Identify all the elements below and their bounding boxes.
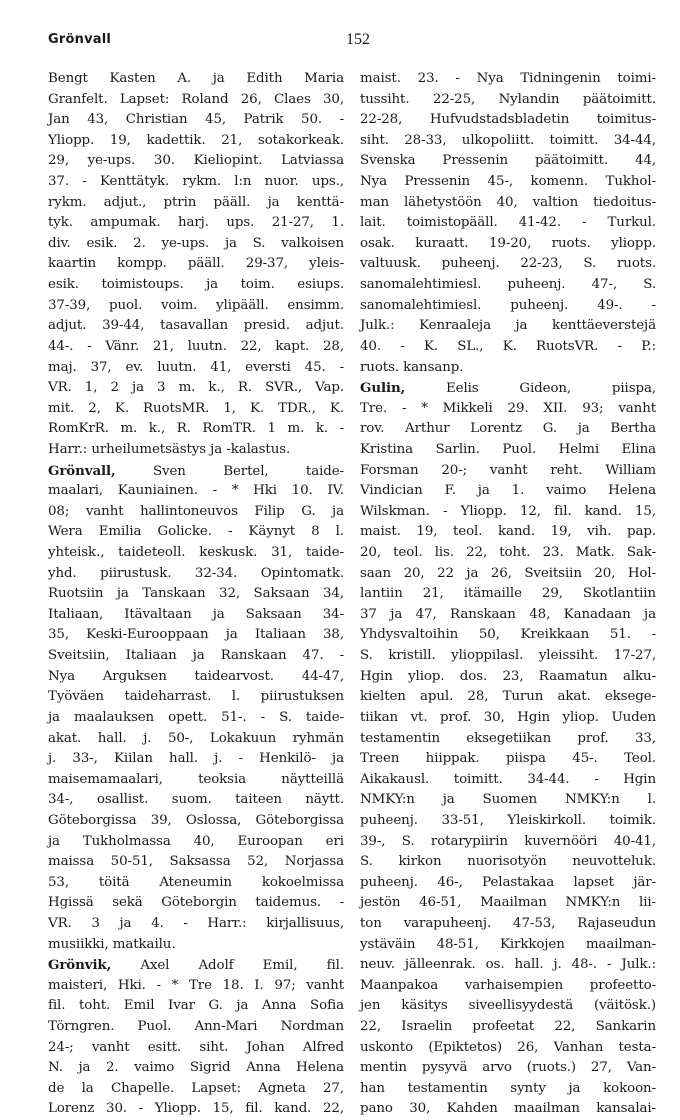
text-line: maj. 37, ev. luutn. 41, eversti 45. - [48,359,344,375]
text-line: Ruotsiin ja Tanskaan 32, Saksaan 34, [48,586,344,602]
text-line: maissa 50-51, Saksassa 52, Norjassa [48,854,344,870]
text-line: Grönvik, Axel Adolf Emil, fil. [48,957,344,974]
text-line: 37-39, puol. voim. ylipääll. ensimm. [48,297,344,313]
text-line: ton varapuheenj. 47-53, Rajaseudun [360,915,656,931]
text-line: Svenska Pressenin päätoimitt. 44, [360,153,656,169]
text-line: S. kirkon nuorisotyön neuvotteluk. [360,854,656,870]
text-line: Hgissä sekä Göteborgin taidemus. - [48,895,344,911]
text-line: kielten apul. 28, Turun akat. eksege- [360,689,656,705]
text-line: Vindician F. ja 1. vaimo Helena [360,483,656,499]
text-line: akat. hall. j. 50-, Lokakuun ryhmän [48,730,344,746]
text-line: maisteri, Hki. - * Tre 18. I. 97; vanht [48,977,344,993]
text-line: 39-, S. rotarypiirin kuvernööri 40-41, [360,833,656,849]
text-line: maalari, Kauniainen. - * Hki 10. IV. [48,483,344,499]
entry-surname: Grönvall, [48,462,116,479]
text-line: 53, töitä Ateneumin kokoelmissa [48,874,344,890]
text-line: lantiin 21, itämaille 29, Skotlantiin [360,586,656,602]
text-line: Lorenz 30. - Yliopp. 15, fil. kand. 22, [48,1101,344,1117]
text-line: NMKY:n ja Suomen NMKY:n l. [360,792,656,808]
text-line: maist. 23. - Nya Tidningenin toimi- [360,71,656,86]
text-line: sanomalehtimiesl. puheenj. 47-, S. [360,277,656,293]
text-line: Sveitsiin, Italiaan ja Ranskaan 47. - [48,648,344,664]
text-line: de la Chapelle. Lapset: Agneta 27, [48,1080,344,1096]
text-line: 29, ye-ups. 30. Kieliopint. Latviassa [48,153,344,169]
text-line: esik. toimistoups. ja toim. esiups. [48,277,344,293]
text-line: adjut. 39-44, tasavallan presid. adjut. [48,318,344,334]
text-line: Kristina Sarlin. Puol. Helmi Elina [360,441,656,457]
text-line: Grönvall, Sven Bertel, taide- [48,462,344,479]
text-line: kaartin kompp. pääll. 29-37, yleis- [48,256,344,272]
text-line: 35, Keski-Eurooppaan ja Italiaan 38, [48,627,344,643]
text-line: 37. - Kenttätyk. rykm. l:n nuor. ups., [48,174,344,190]
text-line: Italiaan, Itävaltaan ja Saksaan 34- [48,606,344,622]
entry-surname: Grönvik, [48,957,112,974]
text-line: lait. toimistopääll. 41-42. - Turkul. [360,215,656,231]
text-line: Tre. - * Mikkeli 29. XII. 93; vanht [360,400,656,416]
text-line: tyk. ampumak. harj. ups. 21-27, 1. [48,215,344,231]
running-head [48,32,648,52]
text-line: 22-28, Hufvudstadsbladetin toimitus- [360,112,656,128]
text-line: VR. 1, 2 ja 3 m. k., R. SVR., Vap. [48,380,344,396]
text-line: Hgin yliop. dos. 23, Raamatun alku- [360,668,656,684]
page-number: 152 [346,31,370,48]
text-line: 44-. - Vänr. 21, luutn. 22, kapt. 28, [48,338,344,354]
text-line: osak. kuraatt. 19-20, ruots. yliopp. [360,235,656,251]
text-line: yhd. piirustusk. 32-34. Opintomatk. [48,565,344,581]
text-line: 24-; vanht esitt. siht. Johan Alfred [48,1039,344,1055]
text-line: j. 33-, Kiilan hall. j. - Henkilö- ja [48,751,344,767]
text-line: neuv. jälleenrak. os. hall. j. 48-. - Julk.: [360,957,656,973]
text-line: 22, Israelin profeetat 22, Sankarin [360,1019,656,1035]
text-line: S. kristill. ylioppilasl. yleissiht. 17-27, [360,648,656,664]
text-line: maisemamaalari, teoksia näytteillä [48,771,344,787]
text-line: uskonto (Epiktetos) 26, Vanhan testa- [360,1039,656,1055]
text-line: Jan 43, Christian 45, Patrik 50. - [48,112,344,128]
text-line: Forsman 20-; vanht reht. William [360,462,656,478]
text-line: puheenj. 33-51, Yleiskirkoll. toimik. [360,812,656,828]
text-line: Gulin, Eelis Gideon, piispa, [360,380,656,397]
text-line: han testamentin synty ja kokoon- [360,1080,656,1096]
text-line: ja Tukholmassa 40, Euroopan eri [48,833,344,849]
text-line: Bengt Kasten A. ja Edith Maria [48,71,344,86]
text-line: yhteisk., taideteoll. keskusk. 31, taide- [48,545,344,561]
text-line: Törngren. Puol. Ann-Mari Nordman [48,1019,344,1035]
text-line: 20, teol. lis. 22, toht. 23. Matk. Sak- [360,545,656,561]
running-head-title: Grönvall [48,32,112,47]
text-line: rov. Arthur Lorentz G. ja Bertha [360,421,656,437]
text-line: 37 ja 47, Ranskaan 48, Kanadaan ja [360,606,656,622]
text-line: Yhdysvaltoihin 50, Kreikkaan 51. - [360,627,656,643]
text-line: musiikki, matkailu. [48,936,176,952]
text-line: mit. 2, K. RuotsMR. 1, K. TDR., K. [48,400,344,416]
text-line: Julk.: Kenraaleja ja kenttäeverstejä [360,318,656,334]
text-line: Nya Pressenin 45-, komenn. Tukhol- [360,174,656,190]
left-column [48,69,344,1120]
text-line: Yliopp. 19, kadettik. 21, sotakorkeak. [48,132,344,148]
text-line: Granfelt. Lapset: Roland 26, Claes 30, [48,91,344,107]
text-line: VR. 3 ja 4. - Harr.: kirjallisuus, [48,915,344,931]
text-line: div. esik. 2. ye-ups. ja S. valkoisen [48,235,344,251]
text-line: Harr.: urheilumetsästys ja -kalastus. [48,441,291,457]
text-line: Treen hiippak. piispa 45-. Teol. [360,751,656,767]
text-line: N. ja 2. vaimo Sigrid Anna Helena [48,1060,344,1076]
text-line: sanomalehtimiesl. puheenj. 49-. - [360,297,656,313]
text-line: mentin pysyvä arvo (ruots.) 27, Van- [360,1060,656,1076]
text-line: pano 30, Kahden maailman kansalai- [360,1101,656,1117]
text-line: man lähetystöön 40, valtion tiedoitus- [360,194,656,210]
text-line: RomKrR. m. k., R. RomTR. 1 m. k. - [48,421,344,437]
text-line: Nya Arguksen taidearvost. 44-47, [48,668,344,684]
text-line: jestön 46-51, Maailman NMKY:n lii- [360,895,656,911]
text-line: ja maalauksen opett. 51-. - S. taide- [48,709,344,725]
text-line: Aikakausl. toimitt. 34-44. - Hgin [360,771,656,787]
text-line: Wilskman. - Yliopp. 12, fil. kand. 15, [360,503,656,519]
text-line: valtuusk. puheenj. 22-23, S. ruots. [360,256,656,272]
text-line: puheenj. 46-, Pelastakaa lapset jär- [360,874,656,890]
text-line: Maanpakoa varhaisempien profeetto- [360,977,656,993]
text-line: saan 20, 22 ja 26, Sveitsiin 20, Hol- [360,565,656,581]
text-line: ruots. kansanp. [360,359,464,375]
entry-surname: Gulin, [360,380,406,397]
text-line: tussiht. 22-25, Nylandin päätoimitt. [360,91,656,107]
text-line: maist. 19, teol. kand. 19, vih. pap. [360,524,656,540]
text-line: tiikan vt. prof. 30, Hgin yliop. Uuden [360,709,656,725]
text-line: siht. 28-33, ulkopoliitt. toimitt. 34-44, [360,132,656,148]
text-line: ystäväin 48-51, Kirkkojen maailman- [360,936,656,952]
text-line: jen käsitys siveellisyydestä (väitösk.) [360,998,656,1014]
text-line: Wera Emilia Golicke. - Käynyt 8 l. [48,524,344,540]
text-line: testamentin eksegetiikan prof. 33, [360,730,656,746]
text-line: 08; vanht hallintoneuvos Filip G. ja [48,503,344,519]
text-line: 40. - K. SL., K. RuotsVR. - P.: [360,338,656,354]
text-line: Työväen taideharrast. l. piirustuksen [48,689,344,705]
text-line: fil. toht. Emil Ivar G. ja Anna Sofia [48,998,344,1014]
text-line: 34-, osallist. suom. taiteen näytt. [48,792,344,808]
text-line: rykm. adjut., ptrin pääll. ja kenttä- [48,194,344,210]
text-line: Göteborgissa 39, Oslossa, Göteborgissa [48,812,344,828]
right-column [360,69,656,1120]
